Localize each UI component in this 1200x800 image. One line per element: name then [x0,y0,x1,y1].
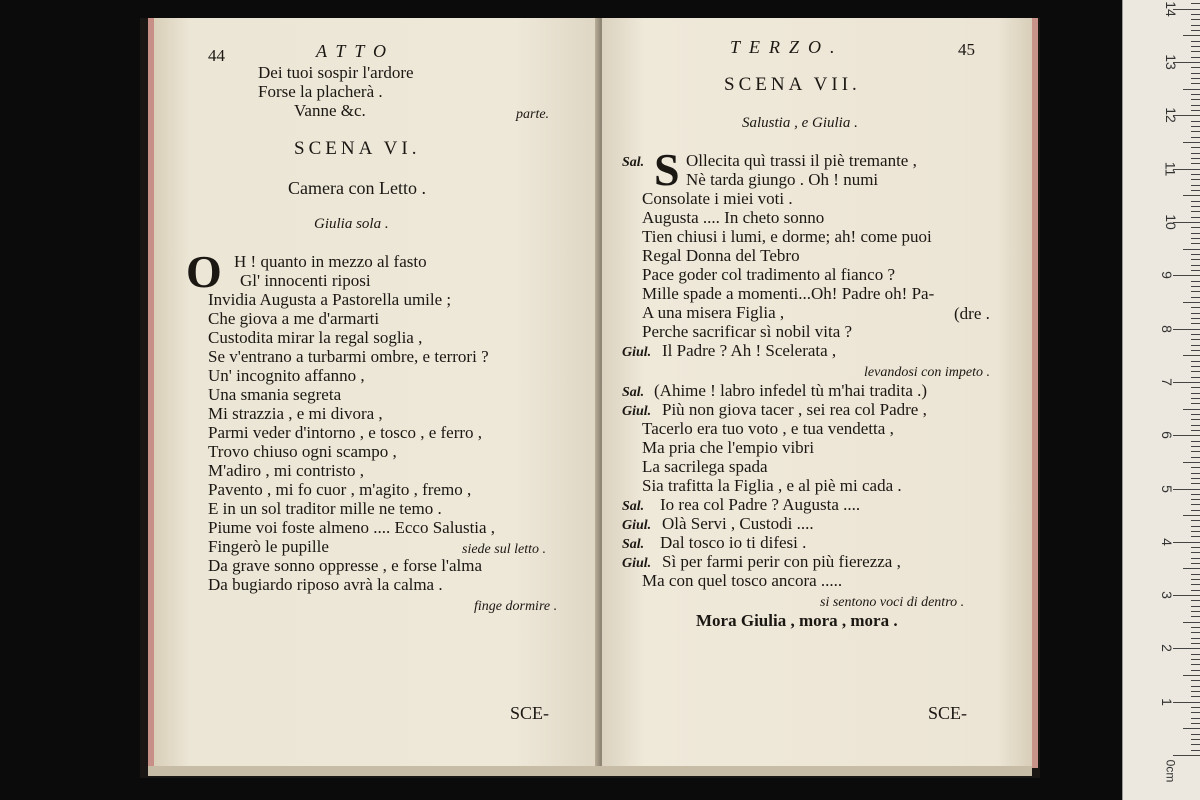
ruler-tick [1191,457,1200,458]
ruler-tick [1191,163,1200,164]
ruler-tick [1191,686,1200,687]
verse-line: Trovo chiuso ogni scampo , [208,442,397,461]
ruler-tick [1191,147,1200,148]
ruler-tick [1191,190,1200,191]
verse-line: Sia trafitta la Figlia , e al piè mi cada . [642,476,902,495]
ruler-tick [1191,414,1200,415]
verse-line: M'adiro , mi contristo , [208,461,365,480]
speaker-label: Giul. [622,556,652,571]
ruler-tick [1183,568,1200,569]
ruler-tick [1191,531,1200,532]
ruler-tick [1191,393,1200,394]
ruler-tick [1191,504,1200,505]
ruler-tick [1191,691,1200,692]
scene-setting: Camera con Letto . [288,178,426,198]
ruler-tick [1191,78,1200,79]
ruler-tick [1191,590,1200,591]
ruler-number: 10 [1162,214,1179,230]
ruler-tick [1191,14,1200,15]
ruler-tick [1191,659,1200,660]
ruler-tick [1183,195,1200,196]
ruler-unit-label: 0cm [1163,759,1178,783]
verse-line: Pavento , mi fo cuor , m'agito , fremo , [208,480,472,499]
ruler-tick [1191,600,1200,601]
ruler-tick [1191,201,1200,202]
ruler-tick [1191,110,1200,111]
verse-line: Parmi veder d'intorno , e tosco , e ferro , [208,423,483,442]
verse-line: Custodita mirar la regal soglia , [208,328,423,347]
ruler-number: 3 [1158,591,1175,599]
verse-line: Vanne &c. [294,101,366,120]
ruler-tick [1191,627,1200,628]
ruler-tick [1191,579,1200,580]
verse-line: Nè tarda giungo . Oh ! numi [686,170,879,189]
ruler-tick [1183,249,1200,250]
ruler-tick [1191,425,1200,426]
verse-line: Sì per farmi perir con più fierezza , [662,552,901,571]
verse-line: Io rea col Padre ? Augusta .... [660,495,861,514]
ruler-number: 2 [1158,644,1175,653]
ruler-number: 5 [1158,484,1175,493]
ruler-tick [1183,142,1200,143]
ruler-tick [1191,552,1200,553]
ruler-tick [1191,366,1200,367]
ruler-tick [1191,611,1200,612]
ruler-tick [1191,206,1200,207]
ruler-tick [1191,238,1200,239]
ruler-tick [1191,744,1200,745]
ruler-tick [1191,398,1200,399]
ruler-tick [1191,643,1200,644]
verse-line: La sacrilega spada [642,457,768,476]
ruler-tick [1173,542,1200,543]
ruler-tick [1191,467,1200,468]
ruler-tick [1191,291,1200,292]
left-page [148,18,606,768]
right-page [602,18,1038,768]
ruler-tick [1191,211,1200,212]
ruler-tick [1191,233,1200,234]
ruler-tick [1191,451,1200,452]
ruler-tick [1191,121,1200,122]
ruler-tick [1191,3,1200,4]
verse-line: Consolate i miei voti . [642,189,793,208]
stage-direction: si sentono voci di dentro . [820,595,965,610]
ruler-tick [1191,478,1200,479]
ruler-tick [1191,494,1200,495]
verse-line: Invidia Augusta a Pastorella umile ; [208,290,452,309]
ruler-tick [1191,739,1200,740]
ruler-tick [1191,313,1200,314]
ruler-tick [1191,179,1200,180]
ruler-tick [1183,355,1200,356]
ruler-tick [1183,35,1200,36]
speaker-label: Giul. [622,345,652,360]
verse-line: Mi strazzia , e mi divora , [208,404,383,423]
ruler-tick [1191,318,1200,319]
verse-line: Perche sacrificar sì nobil vita ? [642,322,853,341]
verse-line: Da grave sonno oppresse , e forse l'alma [208,556,483,575]
ruler-tick [1191,185,1200,186]
drop-cap: S [654,144,680,195]
ruler-number: 11 [1162,161,1179,176]
ruler-tick [1191,174,1200,175]
page-edge [148,766,1032,776]
open-book [140,18,1040,778]
verse-line: Tien chiusi i lumi, e dorme; ah! come puoi [642,227,932,246]
ruler-tick [1191,254,1200,255]
ruler-tick [1191,387,1200,388]
ruler-tick [1191,584,1200,585]
verse-line: Pace goder col tradimento al fianco ? [642,265,895,284]
ruler-tick [1191,574,1200,575]
ruler-tick [1191,632,1200,633]
page-number: 45 [958,40,975,59]
catchword: SCE- [510,703,550,723]
verse-line: Una smania segreta [208,385,342,404]
ruler-tick [1173,435,1200,436]
verse-line: H ! quanto in mezzo al fasto [234,252,427,271]
ruler-tick [1191,499,1200,500]
ruler-number: 9 [1158,271,1175,280]
ruler-tick [1183,409,1200,410]
character-list: Giulia sola . [314,216,389,232]
ruler-tick [1191,510,1200,511]
ruler-tick [1191,536,1200,537]
ruler-tick [1173,702,1200,703]
ruler-tick [1191,670,1200,671]
verse-line: Ollecita quì trassi il piè tremante , [686,151,917,170]
verse-line: E in un sol traditor mille ne temo . [208,499,442,518]
ruler-number: 6 [1158,431,1175,440]
verse-line: Un' incognito affanno , [208,366,365,385]
ruler-tick [1173,755,1200,756]
ruler-tick [1191,734,1200,735]
ruler-tick [1191,323,1200,324]
ruler-tick [1183,515,1200,516]
ruler-tick [1183,462,1200,463]
ruler-tick [1191,46,1200,47]
ruler-tick [1173,595,1200,596]
ruler-tick [1191,217,1200,218]
ruler-tick [1191,473,1200,474]
ruler-tick [1191,153,1200,154]
ruler-tick [1191,606,1200,607]
ruler-tick [1191,334,1200,335]
ruler-tick [1191,483,1200,484]
ruler-tick [1173,329,1200,330]
ruler-tick [1191,377,1200,378]
stage-direction: parte. [516,107,550,122]
ruler-tick [1191,441,1200,442]
verse-line: Più non giova tacer , sei rea col Padre , [662,400,927,419]
verse-line: (Ahime ! labro infedel tù m'hai tradita .) [654,381,928,400]
verse-line: Mille spade a momenti...Oh! Padre oh! Pa- [642,284,935,303]
ruler-number: 4 [1158,537,1175,546]
ruler-tick [1191,520,1200,521]
drop-cap: O [186,246,222,297]
speaker-label: Giul. [622,518,652,533]
ruler-tick [1191,83,1200,84]
ruler-tick [1183,302,1200,303]
ruler-tick [1191,259,1200,260]
verse-line: Mora Giulia , mora , mora . [696,611,898,630]
ruler-tick [1191,57,1200,58]
speaker-label: Sal. [622,537,645,552]
ruler-tick [1191,19,1200,20]
ruler-tick [1191,41,1200,42]
ruler-tick [1191,270,1200,271]
ruler-number: 7 [1158,377,1175,386]
ruler-tick [1191,307,1200,308]
speaker-label: Sal. [622,155,645,170]
ruler-tick [1191,73,1200,74]
running-head: ATTO [316,41,396,61]
verse-line: Dal tosco io ti difesi . [660,533,807,552]
verse-turnover: (dre . [954,304,990,323]
ruler-tick [1191,712,1200,713]
ruler-tick [1191,526,1200,527]
verse-line: A una misera Figlia , [642,303,785,322]
scene-title: SCENA VI. [294,138,421,159]
ruler-tick [1191,707,1200,708]
ruler-tick [1191,67,1200,68]
verse-line: Se v'entrano a turbarmi ombre, e terrori ? [208,347,489,366]
verse-line: Che giova a me d'armarti [208,309,380,328]
ruler-tick [1191,30,1200,31]
verse-line: Regal Donna del Tebro [642,246,800,265]
ruler-tick [1191,563,1200,564]
ruler-tick [1191,616,1200,617]
ruler-tick [1173,648,1200,649]
ruler-tick [1191,664,1200,665]
ruler-tick [1191,371,1200,372]
verse-line: Fingerò le pupille [208,537,329,556]
verse-line: Da bugiardo riposo avrà la calma . [208,575,443,594]
ruler-tick [1173,489,1200,490]
ruler-tick [1191,750,1200,751]
stage-direction: finge dormire . [474,599,558,614]
verse-line: Ma pria che l'empio vibri [642,438,815,457]
ruler-number: 12 [1162,107,1179,124]
ruler-tick [1191,680,1200,681]
ruler-number: 8 [1158,324,1175,333]
ruler-tick [1191,654,1200,655]
ruler-tick [1191,94,1200,95]
catchword: SCE- [928,703,968,723]
ruler-tick [1183,675,1200,676]
speaker-label: Sal. [622,499,645,514]
stage-direction: levandosi con impeto . [864,365,990,380]
page-number: 44 [208,46,225,65]
ruler-tick [1191,105,1200,106]
ruler-tick [1191,723,1200,724]
ruler-tick [1191,297,1200,298]
ruler-number: 13 [1162,54,1179,70]
ruler-tick [1183,622,1200,623]
ruler-tick [1191,227,1200,228]
verse-line: Piume voi foste almeno .... Ecco Salustia , [208,518,496,537]
verse-line: Dei tuoi sospir l'ardore [258,63,414,82]
verse-line: Augusta .... In cheto sonno [642,208,825,227]
verse-line: Tacerlo era tuo voto , e tua vendetta , [642,419,894,438]
ruler-tick [1191,131,1200,132]
ruler-tick [1191,281,1200,282]
scene-title: SCENA VII. [724,74,861,95]
ruler-tick [1191,403,1200,404]
ruler-tick [1191,286,1200,287]
verse-line: Ma con quel tosco ancora ..... [642,571,843,590]
ruler-tick [1191,361,1200,362]
stage-direction: siede sul letto . [462,542,546,557]
ruler-tick [1191,419,1200,420]
ruler-tick [1191,430,1200,431]
speaker-label: Giul. [622,404,652,419]
ruler-tick [1191,339,1200,340]
ruler-tick [1191,696,1200,697]
verse-line: Il Padre ? Ah ! Scelerata , [662,341,837,360]
character-list: Salustia , e Giulia . [742,115,858,131]
ruler-tick [1191,51,1200,52]
ruler-tick [1191,446,1200,447]
ruler-tick [1191,99,1200,100]
ruler-tick [1191,547,1200,548]
ruler-tick [1191,25,1200,26]
ruler-tick [1191,137,1200,138]
verse-line: Olà Servi , Custodi .... [662,514,814,533]
measuring-ruler [1122,0,1200,800]
ruler-number: 14 [1162,1,1179,17]
ruler-tick [1173,275,1200,276]
running-head: TERZO. [730,37,844,57]
ruler-tick [1191,638,1200,639]
ruler-tick [1191,718,1200,719]
verse-line: Gl' innocenti riposi [240,271,371,290]
verse-line: Forse la placherà . [258,82,383,101]
ruler-tick [1191,558,1200,559]
ruler-number: 1 [1158,697,1175,706]
speaker-label: Sal. [622,385,645,400]
ruler-tick [1183,89,1200,90]
ruler-tick [1183,728,1200,729]
ruler-tick [1191,345,1200,346]
ruler-tick [1173,382,1200,383]
ruler-tick [1191,158,1200,159]
ruler-tick [1191,350,1200,351]
ruler-tick [1191,126,1200,127]
ruler-tick [1191,265,1200,266]
ruler-tick [1191,243,1200,244]
